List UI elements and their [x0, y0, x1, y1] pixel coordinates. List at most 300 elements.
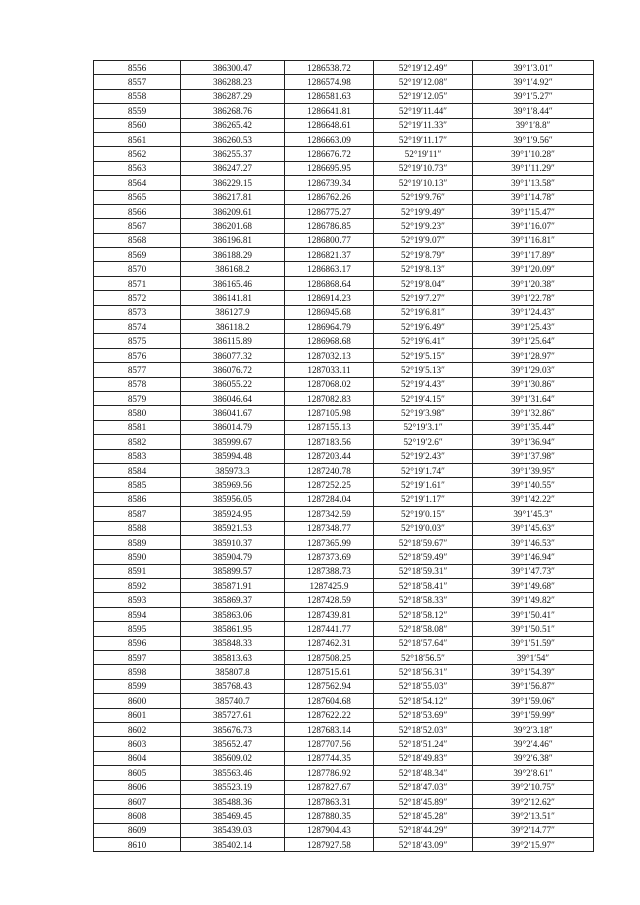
point-number-cell: 8567	[94, 219, 181, 233]
latitude-cell: 52°19′6.81″	[374, 305, 473, 319]
coordinates-table-body	[94, 61, 594, 852]
x-coordinate-cell: 385469.45	[181, 809, 285, 823]
y-coordinate-cell: 1287562.94	[285, 679, 374, 693]
y-coordinate-cell: 1287428.59	[285, 593, 374, 607]
table-row	[94, 665, 594, 679]
latitude-cell: 52°18′45.89″	[374, 794, 473, 808]
table-row	[94, 809, 594, 823]
point-number-cell: 8575	[94, 334, 181, 348]
latitude-cell: 52°19′12.05″	[374, 89, 473, 103]
longitude-cell: 39°1′17.89″	[473, 248, 594, 262]
point-number-cell: 8576	[94, 348, 181, 362]
y-coordinate-cell: 1287155.13	[285, 420, 374, 434]
latitude-cell: 52°19′11.44″	[374, 104, 473, 118]
x-coordinate-cell: 385921.53	[181, 521, 285, 535]
latitude-cell: 52°18′43.09″	[374, 838, 473, 852]
table-row	[94, 305, 594, 319]
longitude-cell: 39°1′50.41″	[473, 607, 594, 621]
y-coordinate-cell: 1287439.81	[285, 607, 374, 621]
y-coordinate-cell: 1287904.43	[285, 823, 374, 837]
point-number-cell: 8593	[94, 593, 181, 607]
point-number-cell: 8563	[94, 161, 181, 175]
table-row	[94, 176, 594, 190]
longitude-cell: 39°1′29.03″	[473, 363, 594, 377]
latitude-cell: 52°18′49.83″	[374, 751, 473, 765]
point-number-cell: 8566	[94, 204, 181, 218]
y-coordinate-cell: 1286968.68	[285, 334, 374, 348]
point-number-cell: 8579	[94, 391, 181, 405]
x-coordinate-cell: 385609.02	[181, 751, 285, 765]
table-row	[94, 420, 594, 434]
y-coordinate-cell: 1287284.04	[285, 492, 374, 506]
y-coordinate-cell: 1287863.31	[285, 794, 374, 808]
y-coordinate-cell: 1287105.98	[285, 406, 374, 420]
longitude-cell: 39°2′10.75″	[473, 780, 594, 794]
table-row	[94, 579, 594, 593]
point-number-cell: 8598	[94, 665, 181, 679]
table-row	[94, 823, 594, 837]
y-coordinate-cell: 1286641.81	[285, 104, 374, 118]
x-coordinate-cell: 386046.64	[181, 391, 285, 405]
x-coordinate-cell: 386077.32	[181, 348, 285, 362]
point-number-cell: 8573	[94, 305, 181, 319]
table-row	[94, 766, 594, 780]
longitude-cell: 39°1′45.63″	[473, 521, 594, 535]
latitude-cell: 52°19′4.15″	[374, 391, 473, 405]
x-coordinate-cell: 386265.42	[181, 118, 285, 132]
y-coordinate-cell: 1287744.35	[285, 751, 374, 765]
latitude-cell: 52°19′2.43″	[374, 449, 473, 463]
latitude-cell: 52°19′9.23″	[374, 219, 473, 233]
point-number-cell: 8609	[94, 823, 181, 837]
y-coordinate-cell: 1286739.34	[285, 176, 374, 190]
y-coordinate-cell: 1287786.92	[285, 766, 374, 780]
longitude-cell: 39°1′47.73″	[473, 564, 594, 578]
latitude-cell: 52°19′6.41″	[374, 334, 473, 348]
point-number-cell: 8574	[94, 320, 181, 334]
latitude-cell: 52°19′1.17″	[374, 492, 473, 506]
longitude-cell: 39°2′12.62″	[473, 794, 594, 808]
table-row	[94, 161, 594, 175]
longitude-cell: 39°1′54.39″	[473, 665, 594, 679]
y-coordinate-cell: 1287827.67	[285, 780, 374, 794]
longitude-cell: 39°1′16.81″	[473, 233, 594, 247]
point-number-cell: 8569	[94, 248, 181, 262]
table-row	[94, 291, 594, 305]
table-row	[94, 679, 594, 693]
table-row	[94, 794, 594, 808]
point-number-cell: 8607	[94, 794, 181, 808]
x-coordinate-cell: 385999.67	[181, 435, 285, 449]
longitude-cell: 39°1′5.27″	[473, 89, 594, 103]
x-coordinate-cell: 385652.47	[181, 737, 285, 751]
latitude-cell: 52°19′5.13″	[374, 363, 473, 377]
table-row	[94, 320, 594, 334]
table-row	[94, 521, 594, 535]
latitude-cell: 52°18′52.03″	[374, 722, 473, 736]
table-row	[94, 737, 594, 751]
point-number-cell: 8568	[94, 233, 181, 247]
latitude-cell: 52°18′47.03″	[374, 780, 473, 794]
y-coordinate-cell: 1287203.44	[285, 449, 374, 463]
y-coordinate-cell: 1287927.58	[285, 838, 374, 852]
x-coordinate-cell: 386255.37	[181, 147, 285, 161]
longitude-cell: 39°1′46.94″	[473, 550, 594, 564]
longitude-cell: 39°1′46.53″	[473, 535, 594, 549]
longitude-cell: 39°1′14.78″	[473, 190, 594, 204]
y-coordinate-cell: 1287033.11	[285, 363, 374, 377]
table-row	[94, 478, 594, 492]
longitude-cell: 39°1′20.09″	[473, 262, 594, 276]
table-row	[94, 593, 594, 607]
point-number-cell: 8577	[94, 363, 181, 377]
longitude-cell: 39°1′39.95″	[473, 463, 594, 477]
y-coordinate-cell: 1287342.59	[285, 507, 374, 521]
table-row	[94, 636, 594, 650]
latitude-cell: 52°19′2.6″	[374, 435, 473, 449]
latitude-cell: 52°18′58.08″	[374, 622, 473, 636]
latitude-cell: 52°18′59.31″	[374, 564, 473, 578]
x-coordinate-cell: 385807.8	[181, 665, 285, 679]
latitude-cell: 52°19′8.79″	[374, 248, 473, 262]
x-coordinate-cell: 385904.79	[181, 550, 285, 564]
point-number-cell: 8580	[94, 406, 181, 420]
table-row	[94, 838, 594, 852]
table-row	[94, 61, 594, 75]
y-coordinate-cell: 1286648.61	[285, 118, 374, 132]
longitude-cell: 39°1′45.3″	[473, 507, 594, 521]
x-coordinate-cell: 386115.89	[181, 334, 285, 348]
longitude-cell: 39°1′13.58″	[473, 176, 594, 190]
x-coordinate-cell: 386165.46	[181, 276, 285, 290]
point-number-cell: 8604	[94, 751, 181, 765]
latitude-cell: 52°19′7.27″	[374, 291, 473, 305]
longitude-cell: 39°1′30.86″	[473, 377, 594, 391]
y-coordinate-cell: 1286676.72	[285, 147, 374, 161]
x-coordinate-cell: 385899.57	[181, 564, 285, 578]
point-number-cell: 8561	[94, 132, 181, 146]
longitude-cell: 39°1′49.68″	[473, 579, 594, 593]
x-coordinate-cell: 385488.36	[181, 794, 285, 808]
latitude-cell: 52°19′10.13″	[374, 176, 473, 190]
latitude-cell: 52°18′45.28″	[374, 809, 473, 823]
latitude-cell: 52°18′58.41″	[374, 579, 473, 593]
point-number-cell: 8595	[94, 622, 181, 636]
latitude-cell: 52°19′10.73″	[374, 161, 473, 175]
longitude-cell: 39°1′31.64″	[473, 391, 594, 405]
y-coordinate-cell: 1287348.77	[285, 521, 374, 535]
longitude-cell: 39°1′25.64″	[473, 334, 594, 348]
x-coordinate-cell: 385439.03	[181, 823, 285, 837]
x-coordinate-cell: 385924.95	[181, 507, 285, 521]
y-coordinate-cell: 1286581.63	[285, 89, 374, 103]
table-row	[94, 248, 594, 262]
table-row	[94, 435, 594, 449]
y-coordinate-cell: 1286863.17	[285, 262, 374, 276]
longitude-cell: 39°1′8.8″	[473, 118, 594, 132]
y-coordinate-cell: 1286821.37	[285, 248, 374, 262]
x-coordinate-cell: 386247.27	[181, 161, 285, 175]
latitude-cell: 52°18′57.64″	[374, 636, 473, 650]
longitude-cell: 39°1′16.07″	[473, 219, 594, 233]
longitude-cell: 39°1′10.28″	[473, 147, 594, 161]
point-number-cell: 8597	[94, 651, 181, 665]
table-row	[94, 535, 594, 549]
longitude-cell: 39°2′15.97″	[473, 838, 594, 852]
table-row	[94, 89, 594, 103]
point-number-cell: 8587	[94, 507, 181, 521]
point-number-cell: 8602	[94, 722, 181, 736]
longitude-cell: 39°1′49.82″	[473, 593, 594, 607]
y-coordinate-cell: 1287880.35	[285, 809, 374, 823]
latitude-cell: 52°18′51.24″	[374, 737, 473, 751]
longitude-cell: 39°1′4.92″	[473, 75, 594, 89]
latitude-cell: 52°18′54.12″	[374, 694, 473, 708]
longitude-cell: 39°1′54″	[473, 651, 594, 665]
table-row	[94, 550, 594, 564]
longitude-cell: 39°1′24.43″	[473, 305, 594, 319]
table-row	[94, 104, 594, 118]
latitude-cell: 52°19′0.03″	[374, 521, 473, 535]
longitude-cell: 39°2′8.61″	[473, 766, 594, 780]
y-coordinate-cell: 1287373.69	[285, 550, 374, 564]
y-coordinate-cell: 1286868.64	[285, 276, 374, 290]
y-coordinate-cell: 1286538.72	[285, 61, 374, 75]
table-row	[94, 276, 594, 290]
point-number-cell: 8599	[94, 679, 181, 693]
table-row	[94, 507, 594, 521]
table-row	[94, 391, 594, 405]
longitude-cell: 39°1′8.44″	[473, 104, 594, 118]
longitude-cell: 39°1′59.06″	[473, 694, 594, 708]
latitude-cell: 52°19′4.43″	[374, 377, 473, 391]
latitude-cell: 52°19′3.98″	[374, 406, 473, 420]
y-coordinate-cell: 1286964.79	[285, 320, 374, 334]
latitude-cell: 52°18′58.33″	[374, 593, 473, 607]
x-coordinate-cell: 386201.68	[181, 219, 285, 233]
table-row	[94, 348, 594, 362]
point-number-cell: 8586	[94, 492, 181, 506]
point-number-cell: 8582	[94, 435, 181, 449]
point-number-cell: 8584	[94, 463, 181, 477]
x-coordinate-cell: 386288.23	[181, 75, 285, 89]
y-coordinate-cell: 1287515.61	[285, 665, 374, 679]
table-row	[94, 651, 594, 665]
point-number-cell: 8601	[94, 708, 181, 722]
longitude-cell: 39°1′51.59″	[473, 636, 594, 650]
longitude-cell: 39°2′3.18″	[473, 722, 594, 736]
y-coordinate-cell: 1286663.09	[285, 132, 374, 146]
x-coordinate-cell: 386229.15	[181, 176, 285, 190]
x-coordinate-cell: 386118.2	[181, 320, 285, 334]
x-coordinate-cell: 385813.63	[181, 651, 285, 665]
y-coordinate-cell: 1287683.14	[285, 722, 374, 736]
point-number-cell: 8562	[94, 147, 181, 161]
longitude-cell: 39°2′4.46″	[473, 737, 594, 751]
point-number-cell: 8588	[94, 521, 181, 535]
y-coordinate-cell: 1287240.78	[285, 463, 374, 477]
point-number-cell: 8594	[94, 607, 181, 621]
point-number-cell: 8578	[94, 377, 181, 391]
y-coordinate-cell: 1286914.23	[285, 291, 374, 305]
table-row	[94, 751, 594, 765]
y-coordinate-cell: 1286762.26	[285, 190, 374, 204]
x-coordinate-cell: 385523.19	[181, 780, 285, 794]
table-row	[94, 694, 594, 708]
point-number-cell: 8560	[94, 118, 181, 132]
point-number-cell: 8591	[94, 564, 181, 578]
x-coordinate-cell: 385676.73	[181, 722, 285, 736]
table-row	[94, 363, 594, 377]
point-number-cell: 8608	[94, 809, 181, 823]
table-row	[94, 132, 594, 146]
y-coordinate-cell: 1286945.68	[285, 305, 374, 319]
x-coordinate-cell: 386268.76	[181, 104, 285, 118]
y-coordinate-cell: 1287622.22	[285, 708, 374, 722]
latitude-cell: 52°18′59.67″	[374, 535, 473, 549]
latitude-cell: 52°19′11″	[374, 147, 473, 161]
x-coordinate-cell: 385861.95	[181, 622, 285, 636]
latitude-cell: 52°18′53.69″	[374, 708, 473, 722]
latitude-cell: 52°19′6.49″	[374, 320, 473, 334]
longitude-cell: 39°1′15.47″	[473, 204, 594, 218]
x-coordinate-cell: 386188.29	[181, 248, 285, 262]
longitude-cell: 39°1′32.86″	[473, 406, 594, 420]
table-row	[94, 449, 594, 463]
longitude-cell: 39°1′9.56″	[473, 132, 594, 146]
table-row	[94, 607, 594, 621]
y-coordinate-cell: 1286695.95	[285, 161, 374, 175]
point-number-cell: 8596	[94, 636, 181, 650]
table-row	[94, 780, 594, 794]
table-row	[94, 233, 594, 247]
point-number-cell: 8565	[94, 190, 181, 204]
y-coordinate-cell: 1287388.73	[285, 564, 374, 578]
longitude-cell: 39°1′36.94″	[473, 435, 594, 449]
latitude-cell: 52°19′12.08″	[374, 75, 473, 89]
latitude-cell: 52°19′5.15″	[374, 348, 473, 362]
y-coordinate-cell: 1287032.13	[285, 348, 374, 362]
table-row	[94, 334, 594, 348]
table-row	[94, 147, 594, 161]
point-number-cell: 8589	[94, 535, 181, 549]
longitude-cell: 39°1′20.38″	[473, 276, 594, 290]
longitude-cell: 39°1′3.01″	[473, 61, 594, 75]
point-number-cell: 8603	[94, 737, 181, 751]
latitude-cell: 52°19′8.13″	[374, 262, 473, 276]
longitude-cell: 39°2′6.38″	[473, 751, 594, 765]
table-row	[94, 722, 594, 736]
longitude-cell: 39°2′14.77″	[473, 823, 594, 837]
longitude-cell: 39°1′59.99″	[473, 708, 594, 722]
latitude-cell: 52°19′8.04″	[374, 276, 473, 290]
x-coordinate-cell: 385848.33	[181, 636, 285, 650]
y-coordinate-cell: 1287425.9	[285, 579, 374, 593]
y-coordinate-cell: 1287068.02	[285, 377, 374, 391]
coordinates-table	[93, 60, 594, 852]
latitude-cell: 52°18′58.12″	[374, 607, 473, 621]
latitude-cell: 52°18′48.34″	[374, 766, 473, 780]
table-row	[94, 377, 594, 391]
longitude-cell: 39°1′50.51″	[473, 622, 594, 636]
latitude-cell: 52°19′11.17″	[374, 132, 473, 146]
point-number-cell: 8564	[94, 176, 181, 190]
latitude-cell: 52°19′9.49″	[374, 204, 473, 218]
table-row	[94, 406, 594, 420]
x-coordinate-cell: 386076.72	[181, 363, 285, 377]
x-coordinate-cell: 386014.79	[181, 420, 285, 434]
latitude-cell: 52°19′12.49″	[374, 61, 473, 75]
point-number-cell: 8558	[94, 89, 181, 103]
x-coordinate-cell: 386055.22	[181, 377, 285, 391]
x-coordinate-cell: 386260.53	[181, 132, 285, 146]
y-coordinate-cell: 1286775.27	[285, 204, 374, 218]
x-coordinate-cell: 385956.05	[181, 492, 285, 506]
x-coordinate-cell: 385740.7	[181, 694, 285, 708]
y-coordinate-cell: 1287441.77	[285, 622, 374, 636]
point-number-cell: 8570	[94, 262, 181, 276]
point-number-cell: 8572	[94, 291, 181, 305]
table-row	[94, 75, 594, 89]
point-number-cell: 8605	[94, 766, 181, 780]
longitude-cell: 39°1′25.43″	[473, 320, 594, 334]
x-coordinate-cell: 386300.47	[181, 61, 285, 75]
longitude-cell: 39°1′28.97″	[473, 348, 594, 362]
table-row	[94, 622, 594, 636]
latitude-cell: 52°19′11.33″	[374, 118, 473, 132]
y-coordinate-cell: 1286800.77	[285, 233, 374, 247]
y-coordinate-cell: 1286574.98	[285, 75, 374, 89]
y-coordinate-cell: 1287462.31	[285, 636, 374, 650]
table-row	[94, 204, 594, 218]
longitude-cell: 39°1′22.78″	[473, 291, 594, 305]
table-row	[94, 492, 594, 506]
x-coordinate-cell: 386196.81	[181, 233, 285, 247]
longitude-cell: 39°1′35.44″	[473, 420, 594, 434]
x-coordinate-cell: 386041.67	[181, 406, 285, 420]
point-number-cell: 8590	[94, 550, 181, 564]
point-number-cell: 8610	[94, 838, 181, 852]
longitude-cell: 39°1′40.55″	[473, 478, 594, 492]
point-number-cell: 8585	[94, 478, 181, 492]
latitude-cell: 52°19′1.74″	[374, 463, 473, 477]
point-number-cell: 8557	[94, 75, 181, 89]
longitude-cell: 39°1′37.98″	[473, 449, 594, 463]
x-coordinate-cell: 385768.43	[181, 679, 285, 693]
y-coordinate-cell: 1287508.25	[285, 651, 374, 665]
table-row	[94, 262, 594, 276]
point-number-cell: 8583	[94, 449, 181, 463]
table-row	[94, 219, 594, 233]
x-coordinate-cell: 385969.56	[181, 478, 285, 492]
point-number-cell: 8606	[94, 780, 181, 794]
table-row	[94, 118, 594, 132]
point-number-cell: 8581	[94, 420, 181, 434]
x-coordinate-cell: 385863.06	[181, 607, 285, 621]
latitude-cell: 52°19′0.15″	[374, 507, 473, 521]
latitude-cell: 52°18′55.03″	[374, 679, 473, 693]
latitude-cell: 52°19′3.1″	[374, 420, 473, 434]
longitude-cell: 39°1′11.29″	[473, 161, 594, 175]
y-coordinate-cell: 1287252.25	[285, 478, 374, 492]
x-coordinate-cell: 386127.9	[181, 305, 285, 319]
y-coordinate-cell: 1286786.85	[285, 219, 374, 233]
table-row	[94, 708, 594, 722]
latitude-cell: 52°18′44.29″	[374, 823, 473, 837]
x-coordinate-cell: 385727.61	[181, 708, 285, 722]
y-coordinate-cell: 1287183.56	[285, 435, 374, 449]
point-number-cell: 8556	[94, 61, 181, 75]
